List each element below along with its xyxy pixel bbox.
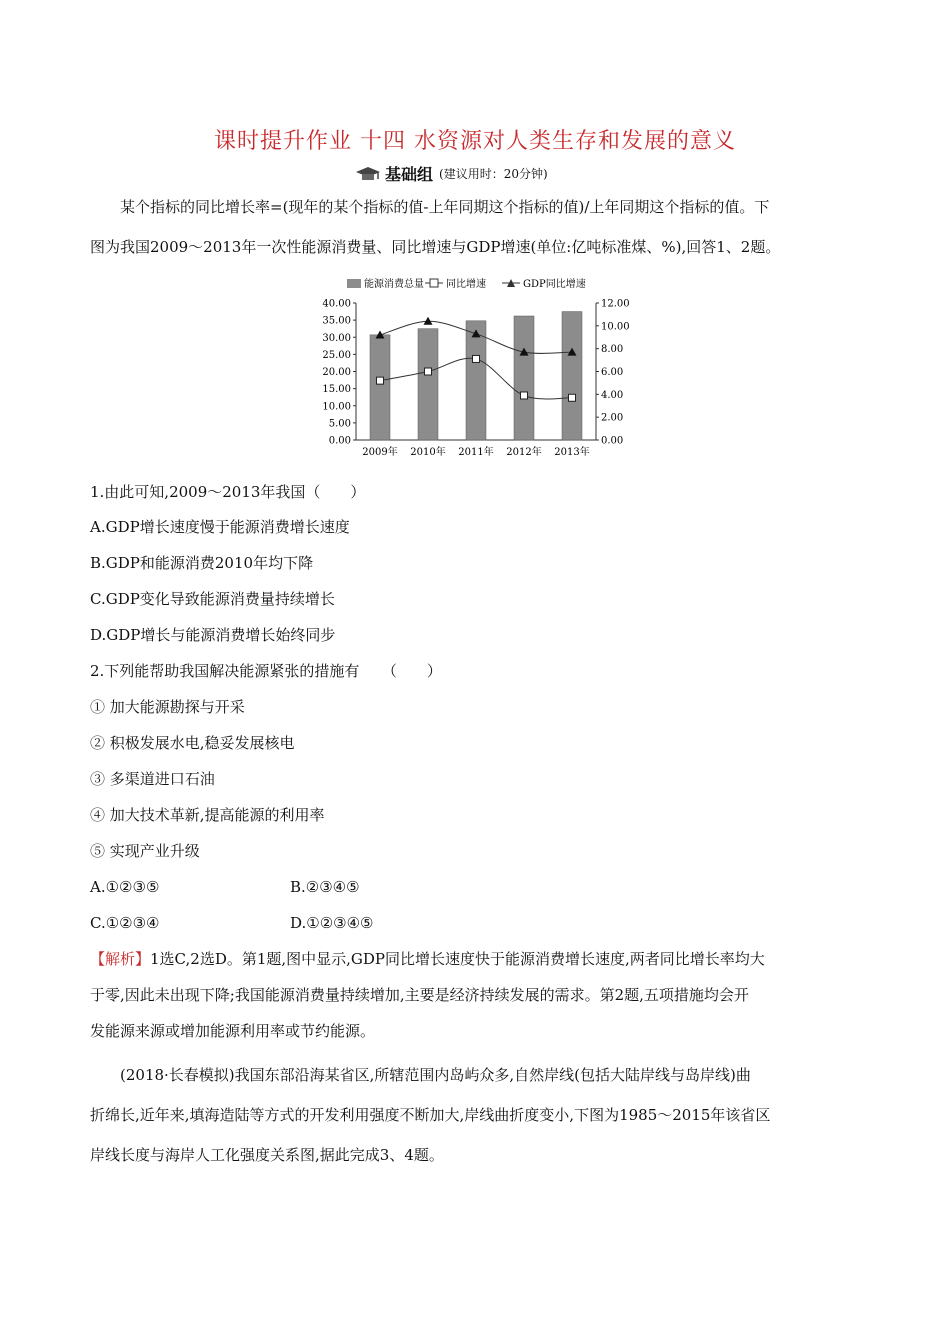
passage2-line-1: (2018·长春模拟)我国东部沿海某省区,所辖范围内岛屿众多,自然岸线(包括大陆岸线与岛岸线)曲	[120, 1066, 751, 1084]
q2-option-a: A.①②③⑤	[90, 878, 160, 896]
right-tick-label: 2.00	[601, 412, 624, 424]
yoy-growth-point	[473, 355, 480, 362]
legend-gdp-label: GDP同比增速	[523, 279, 586, 290]
left-tick-label: 15.00	[322, 384, 351, 396]
q2-item-5: ⑤ 实现产业升级	[90, 842, 200, 860]
right-tick-label: 10.00	[601, 321, 630, 333]
energy-bar	[562, 312, 582, 440]
left-tick-label: 30.00	[322, 332, 351, 344]
left-tick-label: 20.00	[322, 367, 351, 378]
left-tick-label: 10.00	[322, 401, 351, 413]
intro-line-1: 某个指标的同比增长率=(现年的某个指标的值-上年同期这个指标的值)/上年同期这个指标的值。下	[120, 198, 770, 216]
category-label: 2013年	[554, 447, 590, 458]
passage2-line-2: 折绵长,近年来,填海造陆等方式的开发利用强度不断加大,岸线曲折度变小,下图为1985～2015年该省区	[90, 1106, 771, 1124]
q2-stem: 2.下列能帮助我国解决能源紧张的措施有 （ ）	[90, 662, 442, 680]
gdp-growth-point	[424, 317, 433, 325]
section-header	[355, 162, 548, 185]
right-tick-label: 0.00	[601, 435, 624, 447]
energy-bar	[418, 329, 438, 440]
category-label: 2009年	[362, 447, 398, 458]
section-hint: (建议用时：20分钟)	[439, 167, 548, 181]
left-tick-label: 35.00	[322, 315, 351, 327]
energy-bar	[514, 316, 534, 440]
q1-stem: 1.由此可知,2009～2013年我国（ ）	[90, 483, 366, 501]
right-tick-label: 4.00	[601, 389, 624, 401]
intro-line-2: 图为我国2009～2013年一次性能源消费量、同比增速与GDP增速(单位:亿吨标准煤、%),回答1、2题。	[90, 238, 781, 256]
category-label: 2010年	[410, 447, 446, 458]
q1-option-d: D.GDP增长与能源消费增长始终同步	[90, 626, 336, 644]
analysis-text-1: 1选C,2选D。第1题,图中显示,GDP同比增长速度快于能源消费增长速度,两者同比增长率均大	[150, 950, 765, 968]
q2-item-4: ④ 加大技术革新,提高能源的利用率	[90, 806, 325, 824]
q1-option-c: C.GDP变化导致能源消费量持续增长	[90, 590, 335, 608]
gdp-growth-point	[376, 330, 385, 338]
left-tick-label: 25.00	[322, 349, 351, 361]
q2-option-c: C.①②③④	[90, 914, 160, 932]
right-tick-label: 8.00	[601, 344, 624, 356]
q2-item-2: ② 积极发展水电,稳妥发展核电	[90, 734, 295, 752]
q2-item-3: ③ 多渠道进口石油	[90, 770, 215, 788]
energy-bar	[466, 321, 486, 440]
plot-area	[322, 299, 629, 459]
legend-bar-label: 能源消费总量	[364, 279, 424, 290]
category-label: 2011年	[458, 447, 494, 458]
category-label: 2012年	[506, 447, 542, 458]
left-tick-label: 40.00	[322, 298, 351, 310]
analysis-tag: 【解析】	[90, 950, 151, 968]
chart-legend	[347, 277, 586, 290]
left-tick-label: 5.00	[328, 418, 351, 430]
passage2-line-3: 岸线长度与海岸人工化强度关系图,据此完成3、4题。	[90, 1146, 444, 1164]
q2-item-1: ① 加大能源勘探与开采	[90, 698, 245, 716]
q1-option-b: B.GDP和能源消费2010年均下降	[90, 554, 314, 572]
q2-option-b: B.②③④⑤	[290, 878, 360, 896]
graduation-cap-icon	[355, 166, 381, 182]
analysis-line-1	[90, 948, 860, 970]
right-tick-label: 12.00	[601, 298, 630, 310]
energy-chart	[320, 276, 630, 466]
q2-option-d: D.①②③④⑤	[290, 914, 374, 932]
section-label: 基础组	[385, 165, 434, 184]
analysis-line-2: 于零,因此未出现下降;我国能源消费量持续增加,主要是经济持续发展的需求。第2题,五项措施均会开	[90, 986, 749, 1004]
yoy-growth-point	[569, 394, 576, 401]
energy-bar	[370, 335, 390, 440]
right-tick-label: 6.00	[601, 367, 624, 378]
legend-yoy-label: 同比增速	[446, 279, 486, 290]
page-title: 课时提升作业 十四 水资源对人类生存和发展的意义	[214, 129, 736, 154]
yoy-growth-point	[521, 392, 528, 399]
q1-option-a: A.GDP增长速度慢于能源消费增长速度	[90, 518, 350, 536]
yoy-growth-point	[377, 377, 384, 384]
yoy-growth-point	[425, 368, 432, 375]
left-tick-label: 0.00	[328, 435, 351, 447]
analysis-line-3: 发能源来源或增加能源利用率或节约能源。	[90, 1022, 376, 1040]
